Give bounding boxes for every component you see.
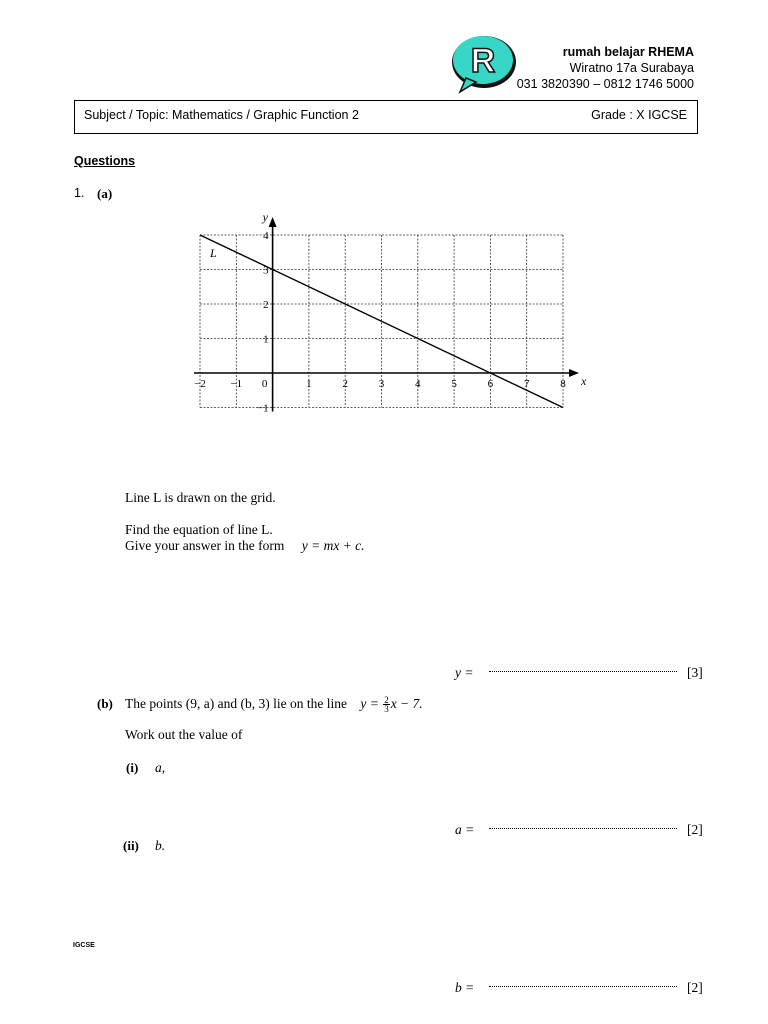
answer-dots-y[interactable] bbox=[489, 671, 677, 672]
org-phone: 031 3820390 – 0812 1746 5000 bbox=[516, 77, 694, 91]
x-tick-label: −2 bbox=[194, 378, 206, 390]
answer-dots-b[interactable] bbox=[489, 986, 677, 987]
tick-labels bbox=[194, 210, 587, 415]
organization-info bbox=[517, 44, 694, 92]
answer-label-b: b = bbox=[455, 980, 475, 995]
part-a-text-2: Find the equation of line L. bbox=[125, 522, 273, 537]
part-a-text-1: Line L is drawn on the grid. bbox=[125, 490, 276, 505]
subject-box bbox=[74, 100, 698, 134]
x-tick-label: 5 bbox=[451, 378, 457, 390]
answer-line-y bbox=[455, 665, 715, 683]
line-L-label: L bbox=[210, 246, 217, 260]
y-tick-label: 2 bbox=[263, 299, 269, 311]
part-b-text: The points (9, a) and (b, 3) lie on the line y = $\frac{2}{3}$ x − 7. bbox=[125, 695, 423, 715]
work-out-text: Work out the value of bbox=[125, 727, 243, 742]
y-tick-label: −1 bbox=[256, 402, 269, 415]
y-tick-label: 1 bbox=[263, 333, 269, 346]
x-tick-label: 2 bbox=[342, 378, 348, 390]
org-address: Wiratno 17a Surabaya bbox=[569, 61, 694, 75]
footer-tag: IGCSE bbox=[73, 942, 95, 949]
x-tick-label: 3 bbox=[378, 378, 385, 390]
x-axis-arrow bbox=[569, 369, 579, 377]
answer-line-a bbox=[455, 822, 715, 840]
question-number: 1. bbox=[74, 186, 85, 200]
part-a-text-3: Give your answer in the form y = mx + c. bbox=[125, 538, 365, 553]
sub-ii-label: (ii) bbox=[123, 838, 139, 853]
fraction: $\frac{2}{3}$ bbox=[384, 695, 389, 715]
axes bbox=[194, 217, 579, 412]
answer-form: y = mx + c. bbox=[301, 538, 365, 553]
marks-a: [3] bbox=[687, 665, 703, 680]
marks-b-i: [2] bbox=[687, 822, 703, 837]
subject-topic: Subject / Topic: Mathematics / Graphic Function 2 bbox=[84, 108, 359, 122]
x-tick-label: 7 bbox=[523, 378, 530, 390]
sub-i-label: (i) bbox=[126, 760, 139, 775]
y-axis-label: y bbox=[262, 210, 268, 224]
org-name: rumah belajar RHEMA bbox=[562, 45, 694, 59]
svg-text:R: R bbox=[470, 42, 496, 80]
sub-i-var: a, bbox=[155, 760, 166, 775]
sub-ii-var: b. bbox=[155, 838, 166, 853]
y-tick-label: 3 bbox=[263, 264, 269, 277]
rhema-logo bbox=[444, 32, 522, 96]
y-tick-label: 4 bbox=[263, 230, 269, 242]
answer-line-b bbox=[455, 980, 715, 998]
grade: Grade : X IGCSE bbox=[591, 108, 687, 122]
x-axis-label: x bbox=[581, 374, 587, 388]
answer-label-y: y = bbox=[455, 665, 474, 680]
answer-label-a: a = bbox=[455, 822, 475, 837]
x-tick-label: 1 bbox=[306, 378, 312, 390]
x-tick-label: 0 bbox=[261, 378, 268, 390]
marks-b-ii: [2] bbox=[687, 980, 703, 995]
part-a-label: (a) bbox=[97, 186, 113, 201]
x-tick-label: −1 bbox=[230, 378, 243, 390]
y-axis-arrow bbox=[269, 217, 277, 227]
x-tick-label: 8 bbox=[560, 378, 566, 390]
line-graph bbox=[180, 198, 590, 420]
part-b-label: (b) bbox=[97, 696, 113, 711]
questions-heading: Questions bbox=[74, 154, 136, 168]
x-tick-label: 4 bbox=[415, 378, 421, 390]
answer-dots-a[interactable] bbox=[489, 828, 677, 829]
x-tick-label: 6 bbox=[487, 378, 494, 390]
